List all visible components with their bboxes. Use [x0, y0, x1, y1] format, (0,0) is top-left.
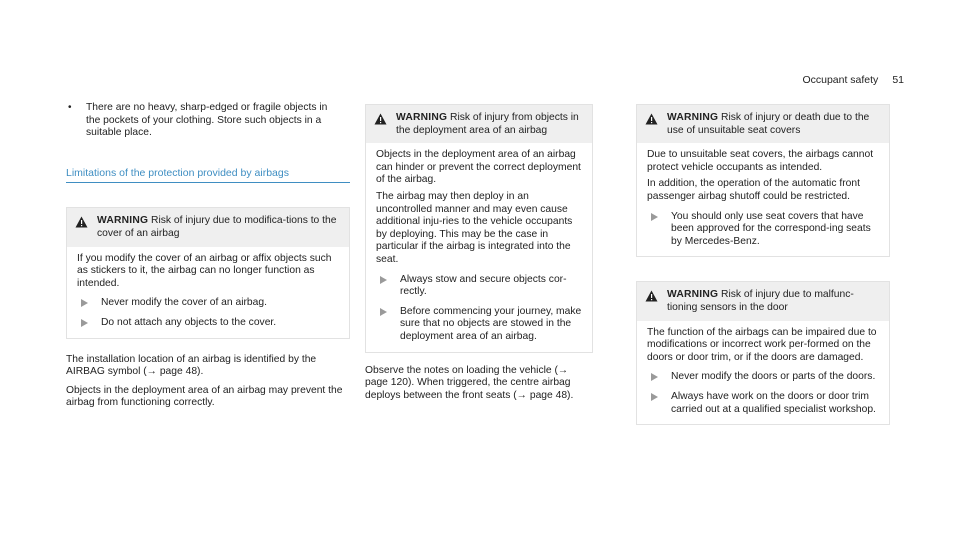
paragraph: The installation location of an airbag is identified by the AIRBAG symbol (→ page 48).: [66, 353, 317, 378]
warning-text: The airbag may then deploy in an uncontrolled manner and may even cause additional inju-ries to the vehicle occupants by deploying. This may be the case in particular if the airbag is integrated into the seat.: [376, 190, 573, 265]
paragraph: Observe the notes on loading the vehicle (→ page 120). When triggered, the centre airbag deploys between the front seats (→ page 48).: [365, 364, 574, 401]
step-item: [647, 371, 879, 384]
step-item: [77, 317, 339, 330]
warning-text: The function of the airbags can be impaired due to modifications or incorrect work per-formed on the doors or door trim, or if the doors are damaged.: [647, 326, 877, 363]
step-text: Always have work on the doors or door trim carried out at a qualified specialist workshop.: [671, 390, 876, 415]
warning-text: If you modify the cover of an airbag or affix objects such as stickers to it, the airbag can no longer function as intended.: [77, 252, 332, 289]
warning-triangle-icon: [374, 112, 396, 137]
arrow-right-icon: [376, 306, 400, 316]
page-header: [802, 74, 904, 87]
warning-title: Risk of injury due to malfunc-tioning sensors in the door: [667, 289, 854, 313]
column-3: [636, 104, 890, 425]
arrow-right-icon: [647, 371, 671, 381]
section-name: Occupant safety: [802, 74, 879, 86]
warning-body: [366, 143, 592, 351]
bullet-dot-icon: •: [68, 102, 72, 113]
column-2: [365, 104, 593, 402]
step-text: Always stow and secure objects cor-rectly.: [400, 273, 567, 298]
section-title: Limitations of the protection provided by airbags: [66, 167, 350, 184]
paragraph: Objects in the deployment area of an airbag may prevent the airbag from functioning correctly.: [66, 384, 343, 409]
arrow-right-icon: [77, 317, 101, 327]
step-item: [77, 297, 339, 310]
warning-label: WARNING: [396, 112, 448, 123]
warning-title: Risk of injury due to modifica-tions to the cover of an airbag: [97, 215, 337, 239]
step-text: Never modify the doors or parts of the doors.: [671, 371, 876, 383]
warning-text: Due to unsuitable seat covers, the airbags cannot protect vehicle occupants as intended.: [647, 149, 874, 173]
arrow-right-icon: [376, 274, 400, 284]
step-text: Never modify the cover of an airbag.: [101, 297, 267, 309]
step-text: You should only use seat covers that have been approved for the correspond-ing seats by Mercedes-Benz.: [671, 210, 871, 247]
warning-text: In addition, the operation of the automatic front passenger airbag shutoff could be restricted.: [647, 178, 860, 202]
warning-box: [66, 207, 350, 338]
bullet-item: [66, 102, 350, 140]
column-1: [66, 102, 350, 410]
warning-box: [636, 104, 890, 257]
warning-box: [365, 104, 593, 353]
step-item: [376, 274, 582, 299]
arrow-right-icon: [647, 211, 671, 221]
warning-label: WARNING: [667, 289, 719, 301]
step-item: [376, 306, 582, 344]
warning-text: Objects in the deployment area of an airbag can hinder or prevent the correct deployment of the airbag.: [376, 149, 581, 186]
warning-header: [67, 208, 349, 246]
page-number: 51: [892, 74, 904, 86]
arrow-right-icon: [77, 297, 101, 307]
warning-header: [637, 105, 889, 143]
warning-header: [366, 105, 592, 143]
warning-triangle-icon: [75, 215, 97, 240]
warning-body: [637, 321, 889, 425]
step-item: [647, 211, 879, 249]
step-text: Before commencing your journey, make sure that no objects are stowed in the deployment area of an airbag.: [400, 305, 582, 342]
step-item: [647, 391, 879, 416]
warning-title: Risk of injury or death due to the use of unsuitable seat covers: [667, 112, 870, 136]
warning-triangle-icon: [645, 112, 667, 137]
warning-body: [637, 143, 889, 256]
warning-label: WARNING: [667, 112, 719, 123]
bullet-text: There are no heavy, sharp-edged or fragile objects in the pockets of your clothing. Store such objects in a suitable place.: [86, 102, 328, 139]
warning-label: WARNING: [97, 215, 149, 227]
warning-body: [67, 247, 349, 338]
warning-box: [636, 281, 890, 425]
warning-header: [637, 282, 889, 320]
arrow-right-icon: [647, 391, 671, 401]
warning-title: Risk of injury from objects in the deployment area of an airbag: [396, 112, 579, 136]
warning-triangle-icon: [645, 289, 667, 314]
step-text: Do not attach any objects to the cover.: [101, 316, 277, 328]
